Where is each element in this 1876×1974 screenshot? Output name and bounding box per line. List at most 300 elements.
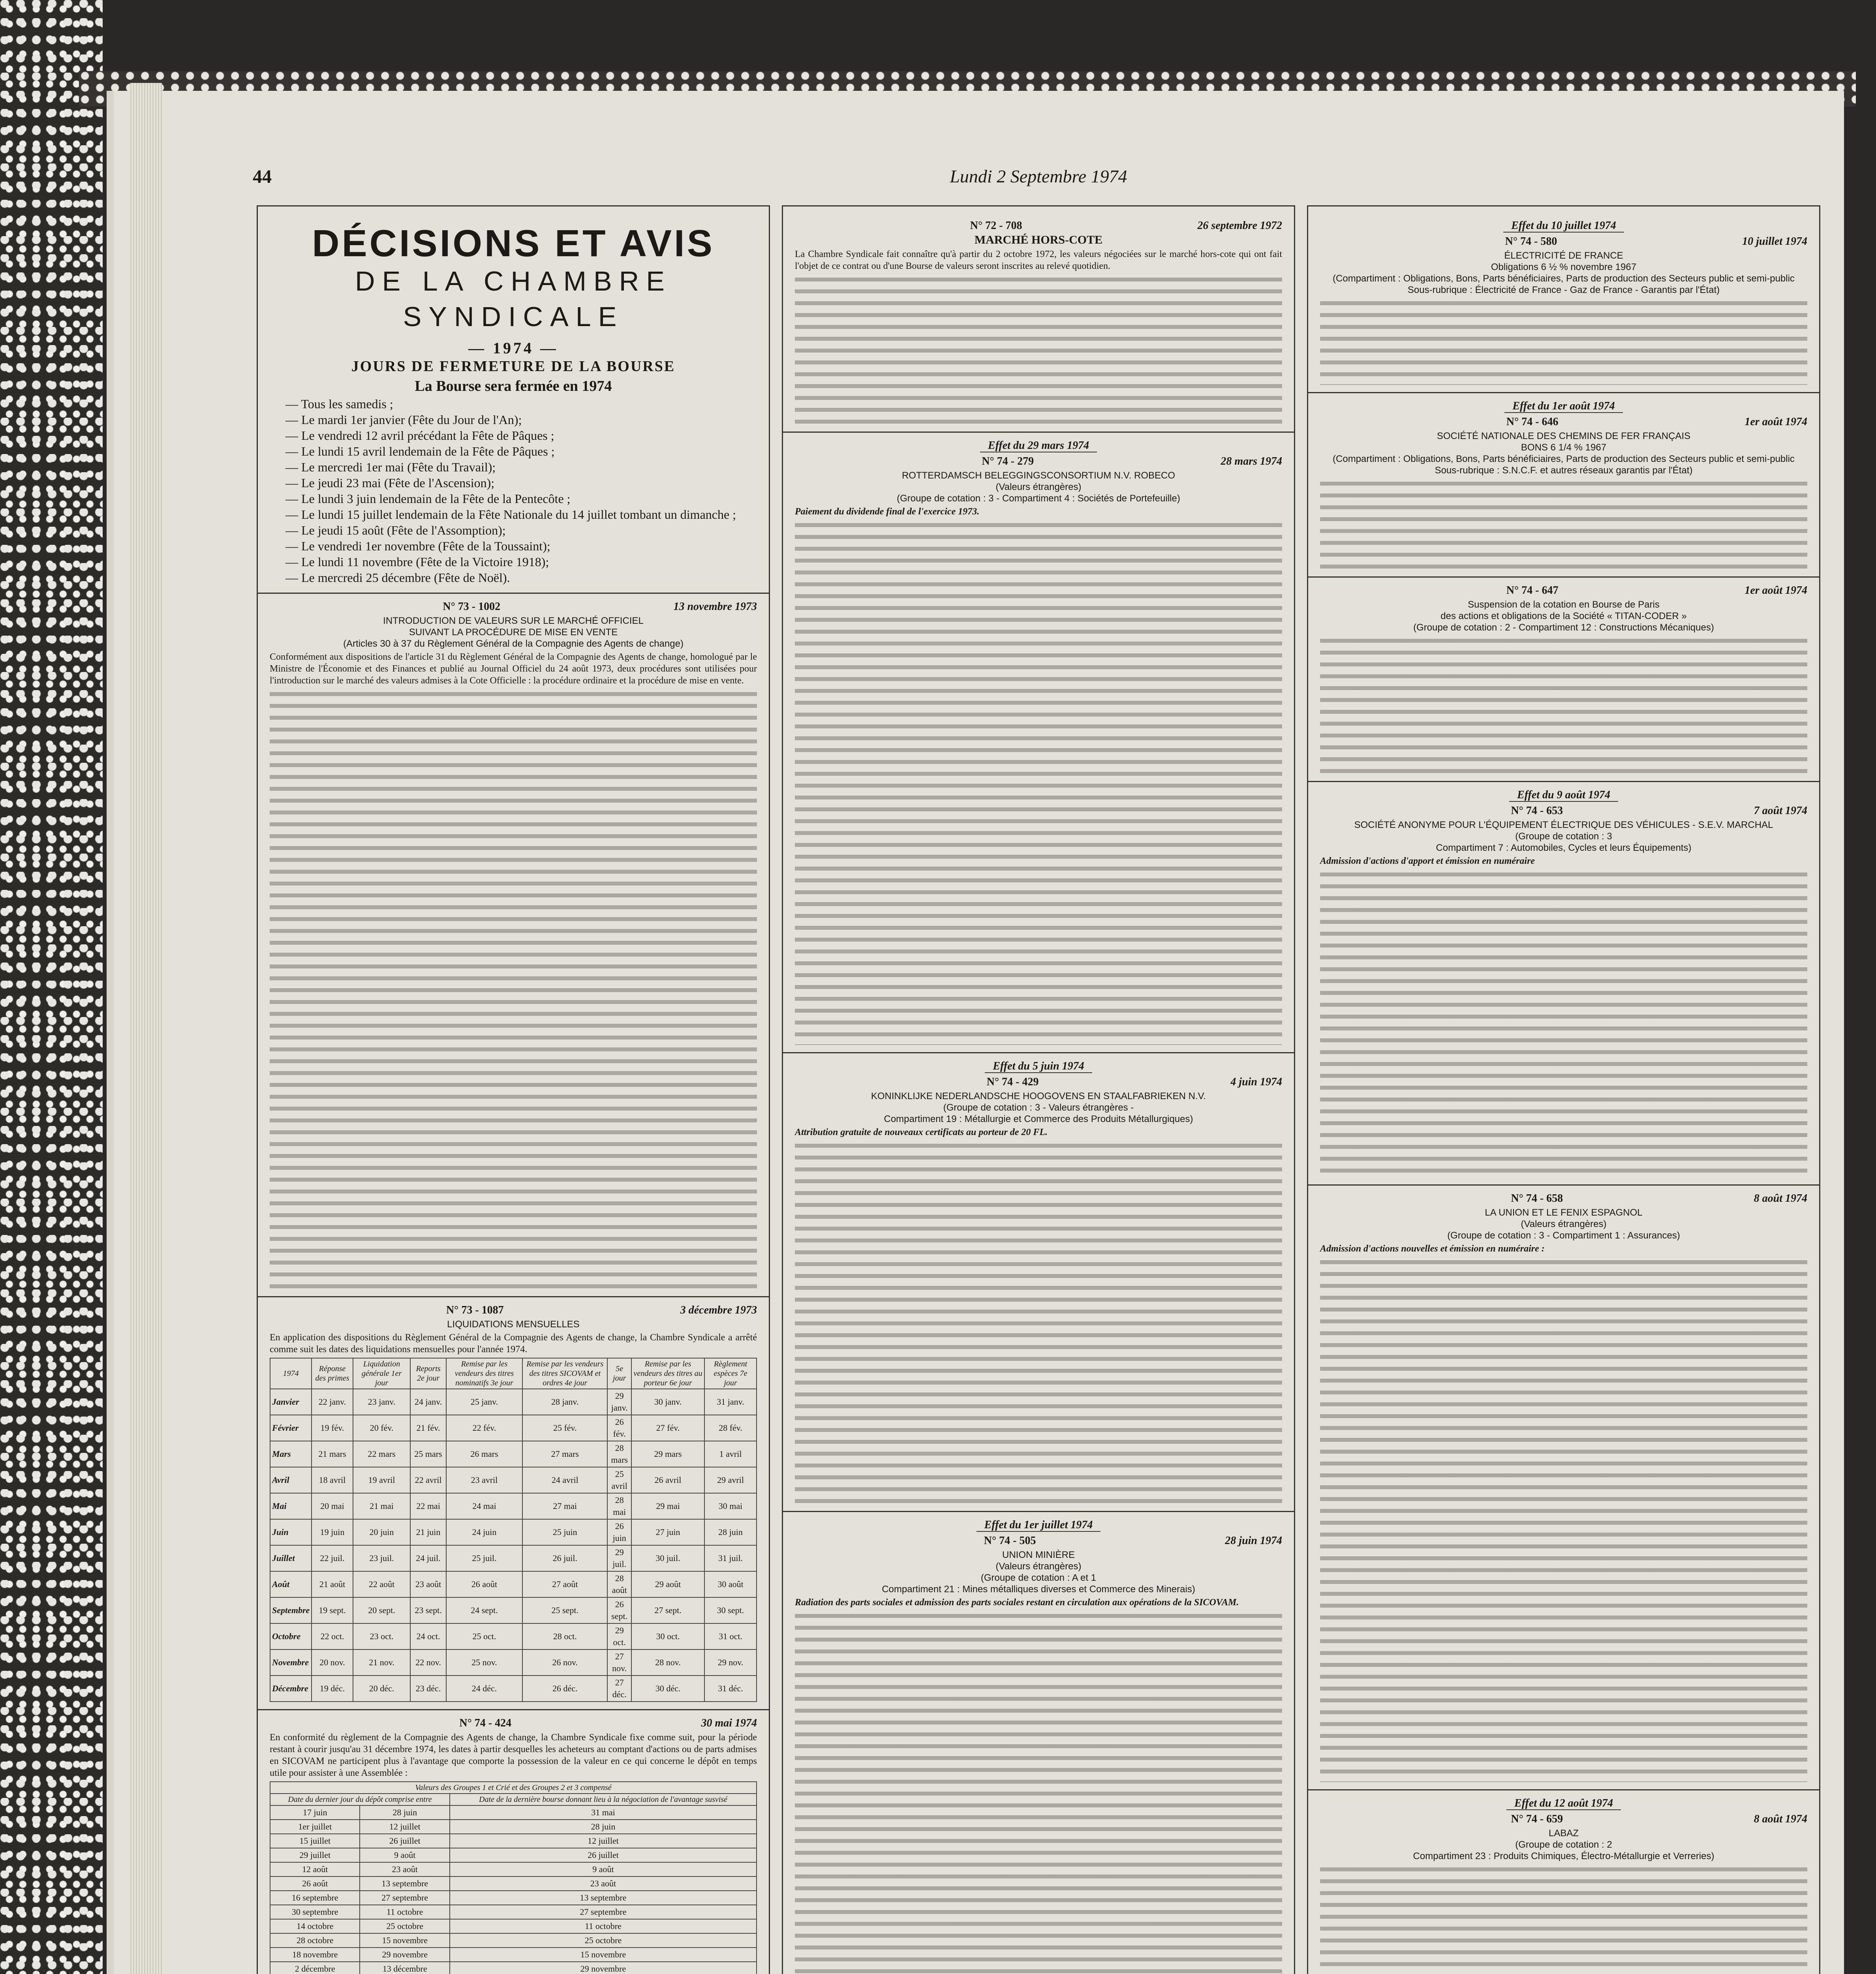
- effective-date: [1320, 1798, 1807, 1809]
- notice-title: SUIVANT LA PROCÉDURE DE MISE EN VENTE: [409, 627, 618, 638]
- month-cell: Mars: [270, 1441, 312, 1467]
- date-cell: 25 juil.: [446, 1545, 523, 1571]
- column-header: Réponse des primes: [312, 1358, 353, 1389]
- notice-body-text: [1320, 1257, 1807, 1782]
- list-item: — Le jeudi 23 mai (Fête de l'Ascension);: [285, 475, 757, 491]
- notice-lead: [795, 1126, 1282, 1138]
- divider: [258, 1709, 769, 1710]
- date-cell: 22 avril: [410, 1467, 446, 1493]
- page-number: 44: [253, 166, 272, 187]
- table-title: Valeurs des Groupes 1 et Crié et des Groupes 2 et 3 compensé: [270, 1782, 757, 1794]
- table-row: [270, 1493, 757, 1519]
- notice-header: [1320, 1813, 1807, 1825]
- table-row: [270, 1876, 757, 1891]
- month-cell: Septembre: [270, 1597, 312, 1623]
- company-group: (Groupe de cotation : 2: [1515, 1839, 1612, 1850]
- date-cell: 22 janv.: [312, 1389, 353, 1415]
- date-cell: 29 novembre: [360, 1948, 450, 1962]
- year-heading: — 1974 —: [468, 339, 558, 357]
- effective-date: [1320, 400, 1807, 412]
- notice-header: [270, 601, 757, 613]
- company-compartment: (Compartiment : Obligations, Bons, Parts bénéficiaires, Parts de production des Secteurs public et semi-public: [1333, 273, 1795, 284]
- date-cell: 25 octobre: [360, 1919, 450, 1933]
- column-header: Remise par les vendeurs des titres nominatifs 3e jour: [446, 1358, 523, 1389]
- list-item: — Le lundi 11 novembre (Fête de la Victoire 1918);: [285, 554, 757, 570]
- column-header: Remise par les vendeurs des titres au porteur 6e jour: [631, 1358, 704, 1389]
- date-cell: 23 juil.: [353, 1545, 411, 1571]
- table-row: [270, 1919, 757, 1933]
- liquidation-table: [270, 1358, 757, 1702]
- closing-heading: JOURS DE FERMETURE DE LA BOURSE: [351, 358, 676, 375]
- date-cell: 30 août: [704, 1571, 757, 1597]
- date-cell: 28 fév.: [704, 1415, 757, 1441]
- table-row: [270, 1597, 757, 1623]
- company-name: SOCIÉTÉ ANONYME POUR L'ÉQUIPEMENT ÉLECTRIQUE DES VÉHICULES - S.E.V. MARCHAL: [1354, 820, 1773, 830]
- date-cell: 30 déc.: [631, 1676, 704, 1702]
- notice-number: N° 73 - 1087: [446, 1304, 504, 1316]
- notice-lead: [1320, 1243, 1807, 1255]
- list-item: — Le vendredi 12 avril précédant la Fête de Pâques ;: [285, 428, 757, 443]
- table-header-row: [270, 1794, 757, 1805]
- date-cell: 23 sept.: [410, 1597, 446, 1623]
- date-cell: 29 juil.: [607, 1545, 631, 1571]
- notice-date: 10 juillet 1974: [1742, 235, 1807, 248]
- table-header-row: [270, 1358, 757, 1389]
- table-row: [270, 1545, 757, 1571]
- column-header: 1974: [270, 1358, 312, 1389]
- column-3: [1307, 205, 1820, 1974]
- date-cell: 24 janv.: [410, 1389, 446, 1415]
- effective-date: [795, 440, 1282, 452]
- main-subtitle: DE LA CHAMBRE SYNDICALE: [355, 266, 672, 332]
- notice-body-text: [1320, 869, 1807, 1177]
- notice-date: 28 mars 1974: [1221, 455, 1282, 467]
- table-row: [270, 1676, 757, 1702]
- date-cell: 26 fév.: [607, 1415, 631, 1441]
- notice-lead-text: Paiement du dividende final de l'exercice 1973.: [795, 507, 980, 517]
- company-name: KONINKLIJKE NEDERLANDSCHE HOOGOVENS EN STAALFABRIEKEN N.V.: [871, 1091, 1206, 1101]
- date-cell: 30 septembre: [270, 1905, 360, 1919]
- notice-date: 4 juin 1974: [1230, 1076, 1282, 1088]
- notice-header: [270, 1304, 757, 1316]
- column-header: Liquidation générale 1er jour: [353, 1358, 411, 1389]
- notice-lead: Conformément aux dispositions de l'article 31 du Règlement Général de la Compagnie des Agents de change, homologué par le Ministre de l'Économie et des Finances et publié au Journal Officiel du 24 août 1973, deux procédures sont utilisées pour l'introduction sur le marché des valeurs admises à la Cote Officielle : la procédure ordinaire et la procédure de mise en vente.: [270, 652, 757, 686]
- date-cell: 30 janv.: [631, 1389, 704, 1415]
- notice-number: N° 74 - 424: [459, 1717, 512, 1729]
- date-cell: 21 nov.: [353, 1649, 411, 1676]
- date-cell: 27 juin: [631, 1519, 704, 1545]
- notice-lead: [795, 1597, 1282, 1608]
- list-item: — Le vendredi 1er novembre (Fête de la Toussaint);: [285, 538, 757, 554]
- date-cell: 12 juillet: [450, 1834, 757, 1848]
- date-cell: 19 déc.: [312, 1676, 353, 1702]
- list-item: — Tous les samedis ;: [285, 396, 757, 412]
- company-category: (Valeurs étrangères): [995, 482, 1082, 492]
- date-cell: 26 mars: [446, 1441, 523, 1467]
- date-cell: 2 décembre: [270, 1962, 360, 1974]
- date-cell: 24 juil.: [410, 1545, 446, 1571]
- date-cell: 20 juin: [353, 1519, 411, 1545]
- company-subrubric: Sous-rubrique : Électricité de France - Gaz de France - Garantis par l'État): [1407, 285, 1720, 295]
- effective-date: [795, 1060, 1282, 1072]
- date-cell: 28 mai: [607, 1493, 631, 1519]
- company-group: (Groupe de cotation : 3 - Compartiment 4 : Sociétés de Portefeuille): [897, 493, 1180, 504]
- effective-date-text: Effet du 1er juillet 1974: [976, 1519, 1101, 1532]
- date-cell: 19 juin: [312, 1519, 353, 1545]
- date-cell: 26 juil.: [522, 1545, 607, 1571]
- month-cell: Février: [270, 1415, 312, 1441]
- notice-date: 26 septembre 1972: [1197, 220, 1282, 232]
- date-cell: 26 nov.: [522, 1649, 607, 1676]
- notice-header: [795, 220, 1282, 232]
- effective-date-text: Effet du 9 août 1974: [1509, 789, 1618, 802]
- header-date: Lundi 2 Septembre 1974: [950, 166, 1127, 186]
- notice-title: INTRODUCTION DE VALEURS SUR LE MARCHÉ OFFICIEL: [383, 615, 644, 626]
- date-cell: 27 sept.: [631, 1597, 704, 1623]
- notice-reference: (Articles 30 à 37 du Règlement Général de la Compagnie des Agents de change): [343, 638, 684, 649]
- date-cell: 22 mars: [353, 1441, 411, 1467]
- list-item: — Le mercredi 25 décembre (Fête de Noël).: [285, 570, 757, 585]
- notice-body-text: [795, 1141, 1282, 1504]
- divider: [1308, 1789, 1819, 1790]
- notice-number: N° 74 - 279: [982, 455, 1034, 467]
- notice-lead: En application des dispositions du Règlement Général de la Compagnie des Agents de change, la Chambre Syndicale a arrêté comme suit les dates des liquidations mensuelles pour l'année 1974.: [270, 1332, 757, 1355]
- notice-header: [795, 1076, 1282, 1088]
- date-cell: 21 août: [312, 1571, 353, 1597]
- date-cell: 23 oct.: [353, 1623, 411, 1649]
- date-cell: 13 septembre: [360, 1876, 450, 1891]
- date-cell: 18 avril: [312, 1467, 353, 1493]
- date-cell: 25 octobre: [450, 1933, 757, 1948]
- table-row: [270, 1948, 757, 1962]
- table-row: [270, 1415, 757, 1441]
- date-cell: 24 juin: [446, 1519, 523, 1545]
- date-cell: 20 nov.: [312, 1649, 353, 1676]
- effective-date: [1320, 220, 1807, 232]
- date-cell: 16 septembre: [270, 1891, 360, 1905]
- table-row: [270, 1389, 757, 1415]
- date-cell: 25 juin: [522, 1519, 607, 1545]
- list-item: — Le lundi 15 avril lendemain de la Fête de Pâques ;: [285, 443, 757, 459]
- date-cell: 25 avril: [607, 1467, 631, 1493]
- date-cell: 26 avril: [631, 1467, 704, 1493]
- date-cell: 23 janv.: [353, 1389, 411, 1415]
- company-group: (Groupe de cotation : A et 1: [980, 1572, 1097, 1583]
- notice-number: N° 74 - 659: [1511, 1813, 1563, 1825]
- company-group: (Groupe de cotation : 3 - Compartiment 1 : Assurances): [1447, 1230, 1680, 1241]
- column-2: [782, 205, 1295, 1974]
- date-cell: 29 mars: [631, 1441, 704, 1467]
- notice-date: 1er août 1974: [1745, 584, 1807, 597]
- notice-number: N° 74 - 580: [1505, 235, 1557, 248]
- main-title: DÉCISIONS ET AVIS: [312, 222, 715, 265]
- notice-header: [795, 456, 1282, 467]
- date-cell: 25 janv.: [446, 1389, 523, 1415]
- notice-lead: En conformité du règlement de la Compagnie des Agents de change, la Chambre Syndicale fixe comme suit, pour la période restant à courir jusqu'au 31 décembre 1974, les dates à partir desquelles les acheteurs au comptant d'actions ou de parts admises en SICOVAM ne participent plus à l'avantage que comporte la possession de la valeur en ce qui concerne le dépôt en temps utile pour assister à une Assemblée :: [270, 1732, 757, 1778]
- date-cell: 24 sept.: [446, 1597, 523, 1623]
- effective-date-text: Effet du 29 mars 1974: [980, 439, 1097, 452]
- table-row: [270, 1905, 757, 1919]
- date-cell: 26 sept.: [607, 1597, 631, 1623]
- date-cell: 22 mai: [410, 1493, 446, 1519]
- date-cell: 13 décembre: [360, 1962, 450, 1974]
- column-header: Remise par les vendeurs des titres SICOVAM et ordres 4e jour: [522, 1358, 607, 1389]
- month-cell: Juillet: [270, 1545, 312, 1571]
- table-row: [270, 1820, 757, 1834]
- notice-body-text: [1320, 478, 1807, 569]
- notice-date: 1er août 1974: [1745, 416, 1807, 428]
- closing-days-list: [285, 396, 757, 585]
- date-cell: 30 juil.: [631, 1545, 704, 1571]
- date-cell: 27 nov.: [607, 1649, 631, 1676]
- date-cell: 21 mars: [312, 1441, 353, 1467]
- notice-header: [1320, 416, 1807, 428]
- security-name: Obligations 6 ½ % novembre 1967: [1491, 262, 1637, 272]
- list-item: — Le lundi 15 juillet lendemain de la Fête Nationale du 14 juillet tombant un dimanche ;: [285, 507, 757, 522]
- date-cell: 1er juillet: [270, 1820, 360, 1834]
- divider: [1308, 1184, 1819, 1186]
- month-cell: Août: [270, 1571, 312, 1597]
- month-cell: Mai: [270, 1493, 312, 1519]
- binding-edge: [0, 0, 103, 1974]
- date-cell: 28 mars: [607, 1441, 631, 1467]
- date-cell: 25 oct.: [446, 1623, 523, 1649]
- notice-number: N° 74 - 658: [1511, 1192, 1563, 1205]
- date-cell: 29 janv.: [607, 1389, 631, 1415]
- date-cell: 22 juil.: [312, 1545, 353, 1571]
- company-category: (Valeurs étrangères): [1521, 1219, 1607, 1229]
- date-cell: 20 sept.: [353, 1597, 411, 1623]
- date-cell: 27 fév.: [631, 1415, 704, 1441]
- company-name: LABAZ: [1548, 1828, 1579, 1839]
- closing-intro: La Bourse sera fermée en 1974: [415, 378, 612, 394]
- company-category: (Valeurs étrangères): [995, 1561, 1082, 1572]
- date-cell: 31 janv.: [704, 1389, 757, 1415]
- page-header: [253, 166, 1824, 197]
- date-cell: 20 mai: [312, 1493, 353, 1519]
- notice-lead-text: Attribution gratuite de nouveaux certificats au porteur de 20 FL.: [795, 1127, 1048, 1137]
- company-compartment: Compartiment 7 : Automobiles, Cycles et leurs Équipements): [1436, 843, 1692, 853]
- effective-date-text: Effet du 5 juin 1974: [985, 1060, 1092, 1073]
- table-row: [270, 1933, 757, 1948]
- table-row: [270, 1649, 757, 1676]
- notice-date: 8 août 1974: [1754, 1192, 1807, 1205]
- notice-header: [270, 1717, 757, 1729]
- table-row: [270, 1891, 757, 1905]
- notice-header: [1320, 1193, 1807, 1205]
- date-cell: 22 oct.: [312, 1623, 353, 1649]
- notice-date: 8 août 1974: [1754, 1813, 1807, 1825]
- date-cell: 23 avril: [446, 1467, 523, 1493]
- column-header: Règlement espèces 7e jour: [704, 1358, 757, 1389]
- date-cell: 19 sept.: [312, 1597, 353, 1623]
- month-cell: Novembre: [270, 1649, 312, 1676]
- date-cell: 28 août: [607, 1571, 631, 1597]
- effective-date-text: Effet du 1er août 1974: [1504, 400, 1622, 413]
- notice-date: 28 juin 1974: [1225, 1535, 1282, 1547]
- effective-date-text: Effet du 10 juillet 1974: [1503, 220, 1624, 233]
- company-compartment: Compartiment 19 : Métallurgie et Commerce des Produits Métallurgiques): [884, 1114, 1193, 1124]
- liquidation-table-body: [270, 1389, 757, 1702]
- date-cell: 22 fév.: [446, 1415, 523, 1441]
- date-cell: 29 novembre: [450, 1962, 757, 1974]
- date-cell: 30 oct.: [631, 1623, 704, 1649]
- date-cell: 19 fév.: [312, 1415, 353, 1441]
- date-cell: 24 avril: [522, 1467, 607, 1493]
- column-header: Date du dernier jour du dépôt comprise entre: [270, 1794, 450, 1805]
- date-cell: 23 août: [360, 1862, 450, 1876]
- date-cell: 28 janv.: [522, 1389, 607, 1415]
- date-cell: 26 août: [270, 1876, 360, 1891]
- month-cell: Avril: [270, 1467, 312, 1493]
- date-cell: 22 nov.: [410, 1649, 446, 1676]
- company-group: (Groupe de cotation : 3: [1515, 831, 1612, 842]
- notice-lead: La Chambre Syndicale fait connaître qu'à partir du 2 octobre 1972, les valeurs négociées sur le marché hors-cote qui ont fait l'objet de ce contrat ou d'une Bourse de valeurs seront inscrites au relevé quotidien.: [795, 249, 1282, 271]
- company-name: UNION MINIÈRE: [1002, 1550, 1075, 1560]
- notice-lead-text: Admission d'actions nouvelles et émission en numéraire :: [1320, 1244, 1545, 1254]
- notice-body-text: [1320, 1864, 1807, 1974]
- column-header: 5e jour: [607, 1358, 631, 1389]
- notice-body-text: [795, 1611, 1282, 1974]
- table-row: [270, 1848, 757, 1862]
- date-cell: 9 août: [450, 1862, 757, 1876]
- company-name: ROTTERDAMSCH BELEGGINGSCONSORTIUM N.V. ROBECO: [901, 470, 1176, 481]
- date-cell: 24 oct.: [410, 1623, 446, 1649]
- notice-number: N° 74 - 505: [984, 1535, 1036, 1547]
- divider: [1308, 781, 1819, 782]
- divider: [1308, 392, 1819, 393]
- company-compartment: (Compartiment : Obligations, Bons, Parts bénéficiaires, Parts de production des Secteurs public et semi-public: [1333, 454, 1795, 464]
- security-name: BONS 6 1/4 % 1967: [1521, 442, 1607, 453]
- divider: [783, 1511, 1294, 1512]
- date-cell: 28 juin: [704, 1519, 757, 1545]
- company-name: LA UNION ET LE FENIX ESPAGNOL: [1485, 1207, 1643, 1218]
- date-cell: 28 octobre: [270, 1933, 360, 1948]
- notice-number: N° 74 - 647: [1506, 584, 1559, 597]
- date-cell: 29 mai: [631, 1493, 704, 1519]
- date-cell: 27 septembre: [360, 1891, 450, 1905]
- notice-title: Suspension de la cotation en Bourse de Paris: [1468, 599, 1660, 610]
- date-cell: 25 sept.: [522, 1597, 607, 1623]
- month-cell: Juin: [270, 1519, 312, 1545]
- notice-lead: [1320, 855, 1807, 867]
- table-row: [270, 1571, 757, 1597]
- notice-subtitle: des actions et obligations de la Société « TITAN-CODER »: [1440, 611, 1687, 621]
- table-row: [270, 1862, 757, 1876]
- notice-title: LIQUIDATIONS MENSUELLES: [447, 1319, 580, 1330]
- list-item: — Le lundi 3 juin lendemain de la Fête de la Pentecôte ;: [285, 491, 757, 507]
- date-cell: 29 oct.: [607, 1623, 631, 1649]
- date-cell: 20 déc.: [353, 1676, 411, 1702]
- date-cell: 19 avril: [353, 1467, 411, 1493]
- date-cell: 31 oct.: [704, 1623, 757, 1649]
- effective-date: [795, 1519, 1282, 1531]
- notice-lead: [795, 506, 1282, 518]
- table-row: [270, 1805, 757, 1820]
- date-cell: 27 septembre: [450, 1905, 757, 1919]
- notice-date: 13 novembre 1973: [673, 600, 757, 613]
- notice-lead-text: Admission d'actions d'apport et émission en numéraire: [1320, 856, 1535, 866]
- date-cell: 26 août: [446, 1571, 523, 1597]
- column-header: Reports 2e jour: [410, 1358, 446, 1389]
- effective-date-text: Effet du 12 août 1974: [1506, 1797, 1621, 1810]
- notice-header: [795, 1535, 1282, 1547]
- date-cell: 26 juillet: [450, 1848, 757, 1862]
- date-cell: 25 mars: [410, 1441, 446, 1467]
- notice-body-text: [795, 520, 1282, 1045]
- date-cell: 18 novembre: [270, 1948, 360, 1962]
- date-cell: 20 fév.: [353, 1415, 411, 1441]
- list-item: — Le jeudi 15 août (Fête de l'Assomption);: [285, 522, 757, 538]
- notice-number: N° 73 - 1002: [443, 600, 501, 613]
- notice-date: 3 décembre 1973: [680, 1304, 757, 1316]
- table-row: [270, 1834, 757, 1848]
- date-cell: 26 déc.: [522, 1676, 607, 1702]
- table-row: [270, 1519, 757, 1545]
- date-cell: 11 octobre: [360, 1905, 450, 1919]
- notice-header: [1320, 805, 1807, 817]
- month-cell: Octobre: [270, 1623, 312, 1649]
- table-row: [270, 1441, 757, 1467]
- assembly-dates-body: [270, 1805, 757, 1974]
- date-cell: 23 août: [410, 1571, 446, 1597]
- table-row: [270, 1962, 757, 1974]
- date-cell: 21 fév.: [410, 1415, 446, 1441]
- date-cell: 23 août: [450, 1876, 757, 1891]
- date-cell: 27 déc.: [607, 1676, 631, 1702]
- notice-date: 30 mai 1974: [701, 1717, 757, 1729]
- date-cell: 24 mai: [446, 1493, 523, 1519]
- date-cell: 29 avril: [704, 1467, 757, 1493]
- date-cell: 25 nov.: [446, 1649, 523, 1676]
- date-cell: 31 juil.: [704, 1545, 757, 1571]
- date-cell: 1 avril: [704, 1441, 757, 1467]
- date-cell: 26 juillet: [360, 1834, 450, 1848]
- divider: [1308, 576, 1819, 578]
- date-cell: 29 juillet: [270, 1848, 360, 1862]
- date-cell: 14 octobre: [270, 1919, 360, 1933]
- divider: [783, 1052, 1294, 1053]
- date-cell: 27 mai: [522, 1493, 607, 1519]
- date-cell: 28 juin: [360, 1805, 450, 1820]
- date-cell: 21 juin: [410, 1519, 446, 1545]
- date-cell: 29 nov.: [704, 1649, 757, 1676]
- date-cell: 26 juin: [607, 1519, 631, 1545]
- divider: [258, 1296, 769, 1297]
- date-cell: 22 août: [353, 1571, 411, 1597]
- date-cell: 15 novembre: [450, 1948, 757, 1962]
- company-name: ÉLECTRICITÉ DE FRANCE: [1504, 250, 1623, 261]
- column-1: [257, 205, 770, 1974]
- table-row: [270, 1623, 757, 1649]
- date-cell: 23 déc.: [410, 1676, 446, 1702]
- page-stack-edge: [130, 83, 162, 1974]
- date-cell: 17 juin: [270, 1805, 360, 1820]
- list-item: — Le mardi 1er janvier (Fête du Jour de l'An);: [285, 412, 757, 428]
- company-compartment: Compartiment 23 : Produits Chimiques, Électro-Métallurgie et Verreries): [1413, 1851, 1715, 1861]
- divider: [783, 432, 1294, 433]
- date-cell: 31 mai: [450, 1805, 757, 1820]
- table-row: [270, 1467, 757, 1493]
- date-cell: 15 novembre: [360, 1933, 450, 1948]
- date-cell: 28 nov.: [631, 1649, 704, 1676]
- date-cell: 31 déc.: [704, 1676, 757, 1702]
- date-cell: 11 octobre: [450, 1919, 757, 1933]
- notice-number: N° 74 - 429: [986, 1076, 1039, 1088]
- date-cell: 24 déc.: [446, 1676, 523, 1702]
- table-header-row: [270, 1782, 757, 1794]
- list-item: — Le mercredi 1er mai (Fête du Travail);: [285, 459, 757, 475]
